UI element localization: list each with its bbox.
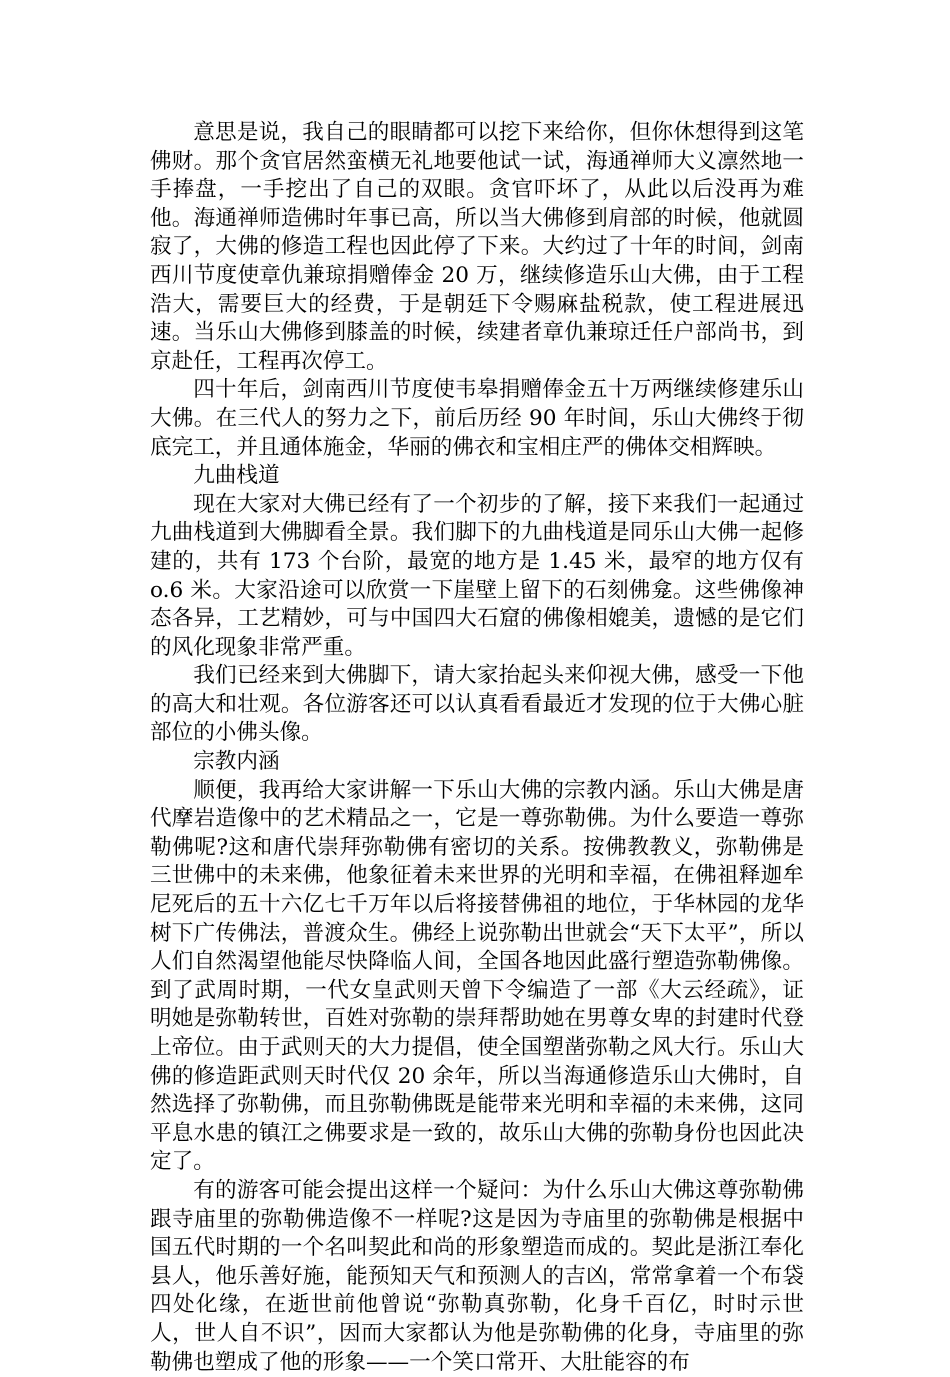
document-body (150, 119, 804, 1377)
paragraph-haitong-eyes: 意思是说，我自己的眼睛都可以挖下来给你，但你休想得到这笔佛财。那个贪官居然蛮横无礼地要他试一试，海通禅师大义凛然地一手捧盘，一手挖出了自己的双眼。贪官吓坏了，从此以后没再为难他。海通禅师造佛时年事已高，所以当大佛修到肩部的时候，他就圆寂了，大佛的修造工程也因此停了下来。大约过了十年的时间，剑南西川节度使章仇兼琼捐赠俸金 20 万，继续修造乐山大佛，由于工程浩大，需要巨大的经费，于是朝廷下令赐麻盐税款，使工程进展迅速。当乐山大佛修到膝盖的时候，续建者章仇兼琼迁任户部尚书，到京赴任，工程再次停工。 (150, 120, 804, 374)
paragraph-qici-monk: 有的游客可能会提出这样一个疑问：为什么乐山大佛这尊弥勒佛跟寺庙里的弥勒佛造像不一样呢?这是因为寺庙里的弥勒佛是根据中国五代时期的一个名叫契此和尚的形象塑造而成的。契此是浙江奉化县人，他乐善好施，能预知天气和预测人的吉凶，常常拿着一个布袋四处化缘，在逝世前他曾说“弥勒真弥勒，化身千百亿，时时示世人，世人自不识”，因而大家都认为他是弥勒佛的化身，寺庙里的弥勒佛也塑成了他的形象——一个笑口常开、大肚能容的布 (150, 1177, 804, 1375)
section-heading-plank-road: 九曲栈道 (193, 463, 280, 489)
paragraph-plank-road: 现在大家对大佛已经有了一个初步的了解，接下来我们一起通过九曲栈道到大佛脚看全景。我们脚下的九曲栈道是同乐山大佛一起修建的，共有 173 个台阶，最宽的地方是 1.45 米，最窄的地方仅有 o.6 米。大家沿途可以欣赏一下崖壁上留下的石刻佛龛。这些佛像神态各异，工艺精妙，可与中国四大石窟的佛像相媲美，遗憾的是它们的风化现象非常严重。 (150, 491, 804, 660)
paragraph-maitreya: 顺便，我再给大家讲解一下乐山大佛的宗教内涵。乐山大佛是唐代摩岩造像中的艺术精品之一，它是一尊弥勒佛。为什么要造一尊弥勒佛呢?这和唐代崇拜弥勒佛有密切的关系。按佛教教义，弥勒佛是三世佛中的未来佛，他象征着未来世界的光明和幸福，在佛祖释迦牟尼死后的五十六亿七千万年以后将接替佛祖的地位，于华林园的龙华树下广传佛法，普渡众生。佛经上说弥勒出世就会“天下太平”，所以人们自然渴望他能尽快降临人间，全国各地因此盛行塑造弥勒佛像。到了武周时期，一代女皇武则天曾下令编造了一部《大云经疏》，证明她是弥勒转世，百姓对弥勒的崇拜帮助她在男尊女卑的封建时代登上帝位。由于武则天的大力提倡，使全国塑凿弥勒之风大行。乐山大佛的修造距武则天时代仅 20 余年，所以当海通修造乐山大佛时，自然选择了弥勒佛，而且弥勒佛既是能带来光明和幸福的未来佛，这同平息水患的镇江之佛要求是一致的，故乐山大佛的弥勒身份也因此决定了。 (150, 777, 804, 1175)
paragraph-buddha-feet: 我们已经来到大佛脚下，请大家抬起头来仰视大佛，感受一下他的高大和壮观。各位游客还可以认真看看最近才发现的位于大佛心脏部位的小佛头像。 (150, 663, 804, 746)
paragraph-completion: 四十年后，剑南西川节度使韦皋捐赠俸金五十万两继续修建乐山大佛。在三代人的努力之下，前后历经 90 年时间，乐山大佛终于彻底完工，并且通体施金，华丽的佛衣和宝相庄严的佛体交相辉映。 (150, 377, 804, 460)
section-heading-religion: 宗教内涵 (193, 749, 280, 775)
